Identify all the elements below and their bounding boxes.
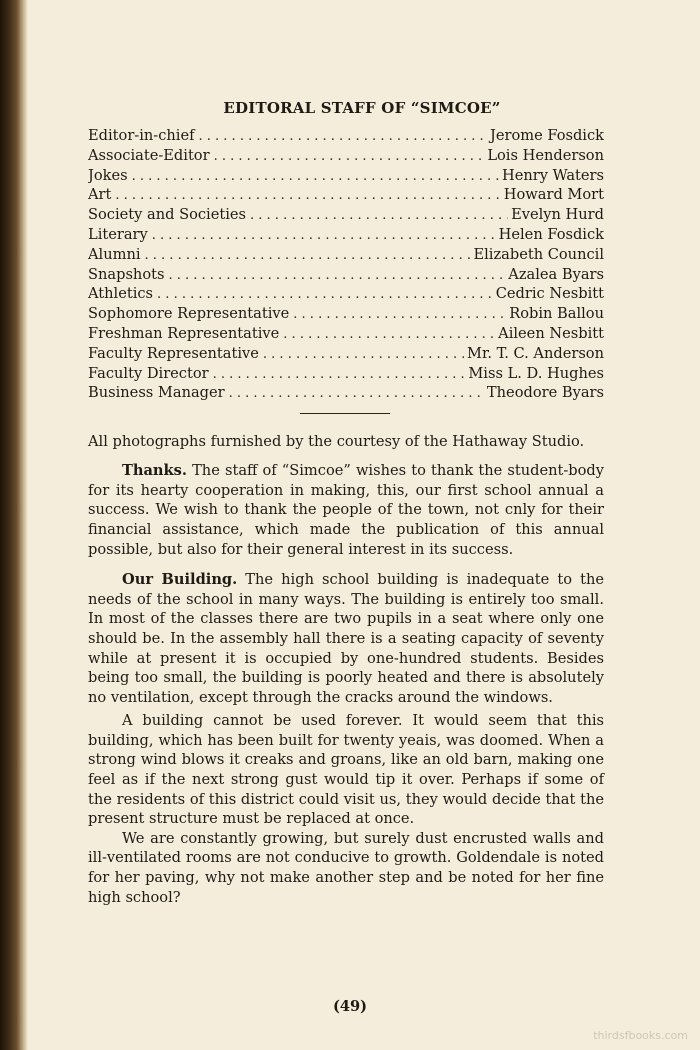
- staff-row: [88, 344, 604, 364]
- staff-name: Aileen Nesbitt: [498, 324, 604, 342]
- section-divider: [300, 413, 390, 414]
- staff-row: [88, 126, 604, 146]
- staff-role: Snapshots: [88, 265, 165, 283]
- building-lead: Our Building.: [122, 571, 238, 589]
- building-text: The high school building is inadequate to the needs of the school in many ways. The building is entirely too small. In most of the classes there are two pupils in a seat where only one should be. In the assembly hall there is a seating capacity of seventy while at present it is occupied by one-hundred students. Besides being too small, the building is poorly heated and there is absolutely no ventilation, except through the cracks around the windows.: [88, 571, 604, 706]
- staff-row: [88, 146, 604, 166]
- staff-name: Azalea Byars: [508, 265, 604, 283]
- building-paragraph: [88, 570, 604, 707]
- dot-leader: [214, 147, 485, 166]
- staff-name: Theodore Byars: [486, 384, 604, 402]
- staff-row: [88, 205, 604, 225]
- staff-name: Mr. T. C. Anderson: [467, 344, 604, 362]
- staff-row: [88, 166, 604, 186]
- dot-leader: [152, 226, 496, 245]
- staff-role: Alumni: [88, 245, 141, 263]
- dot-leader: [250, 206, 508, 225]
- staff-name: Evelyn Hurd: [511, 206, 604, 224]
- page-title: EDITORAL STAFF OF “SIMCOE”: [223, 99, 501, 117]
- dot-leader: [213, 365, 466, 384]
- watermark: thirdsfbooks.com: [593, 1029, 688, 1042]
- growing-paragraph: We are constantly growing, but surely dust encrusted walls and ill-ventilated rooms are not conducive to growth. Goldendale is noted for her paving, why not make another step and be noted for her fine high school?: [88, 829, 604, 906]
- dot-leader: [263, 345, 464, 364]
- staff-role: Literary: [88, 225, 148, 243]
- staff-name: Lois Henderson: [487, 146, 604, 164]
- dot-leader: [229, 384, 484, 403]
- staff-row: [88, 304, 604, 324]
- dot-leader: [283, 325, 495, 344]
- staff-name: Miss L. D. Hughes: [468, 364, 604, 382]
- staff-role: Faculty Director: [88, 364, 209, 382]
- page-number: (49): [332, 998, 368, 1015]
- staff-row: [88, 284, 604, 304]
- thanks-lead: Thanks.: [122, 462, 187, 480]
- thanks-paragraph: [88, 461, 604, 559]
- dot-leader: [199, 127, 488, 146]
- dot-leader: [115, 186, 500, 205]
- staff-role: Society and Societies: [88, 206, 247, 224]
- staff-role: Editor-in-chief: [88, 127, 195, 144]
- staff-role: Business Manager: [88, 384, 225, 402]
- staff-list: [88, 126, 604, 403]
- staff-row: [88, 383, 604, 403]
- photo-credit: All photographs furnished by the courtesy of the Hathaway Studio.: [88, 433, 585, 451]
- staff-role: Associate-Editor: [88, 146, 210, 164]
- dot-leader: [145, 246, 471, 265]
- staff-role: Athletics: [88, 285, 154, 303]
- staff-role: Faculty Representative: [88, 344, 259, 362]
- staff-role: Sophomore Representative: [88, 305, 290, 323]
- staff-name: Henry Waters: [501, 166, 604, 184]
- staff-row: [88, 245, 604, 265]
- staff-row: [88, 185, 604, 205]
- staff-row: [88, 265, 604, 285]
- dot-leader: [132, 167, 499, 186]
- staff-name: Cedric Nesbitt: [495, 285, 604, 303]
- staff-role: Freshman Representative: [88, 324, 280, 342]
- staff-role: Jokes: [88, 166, 128, 184]
- staff-name: Jerome Fosdick: [490, 127, 604, 144]
- forever-paragraph: A building cannot be used forever. It would seem that this building, which has been built for twenty yeais, was doomed. When a strong wind blows it creaks and groans, like an old barn, making one feel as if the next strong gust would tip it over. Perhaps if some of the residents of this district could visit us, they would decide that the present structure must be replaced at once.: [88, 712, 604, 828]
- staff-row: [88, 324, 604, 344]
- staff-row: [88, 364, 604, 384]
- dot-leader: [168, 266, 505, 285]
- staff-name: Helen Fosdick: [498, 225, 604, 243]
- page-content: [80, 98, 604, 907]
- staff-name: Elizabeth Council: [473, 245, 604, 263]
- staff-role: Art: [88, 186, 112, 204]
- book-spine-shadow: [0, 0, 28, 1050]
- dot-leader: [293, 305, 506, 324]
- dot-leader: [157, 285, 493, 304]
- staff-name: Robin Ballou: [509, 305, 604, 323]
- staff-row: [88, 225, 604, 245]
- staff-name: Howard Mort: [503, 186, 604, 204]
- thanks-text: The staff of “Simcoe” wishes to thank the student-body for its hearty cooperation in making, this, our first school annual a success. We wish to thank the people of the town, not cnly for their financial assistance, which made the publication of this annual possible, but also for their general interest in its success.: [88, 462, 604, 558]
